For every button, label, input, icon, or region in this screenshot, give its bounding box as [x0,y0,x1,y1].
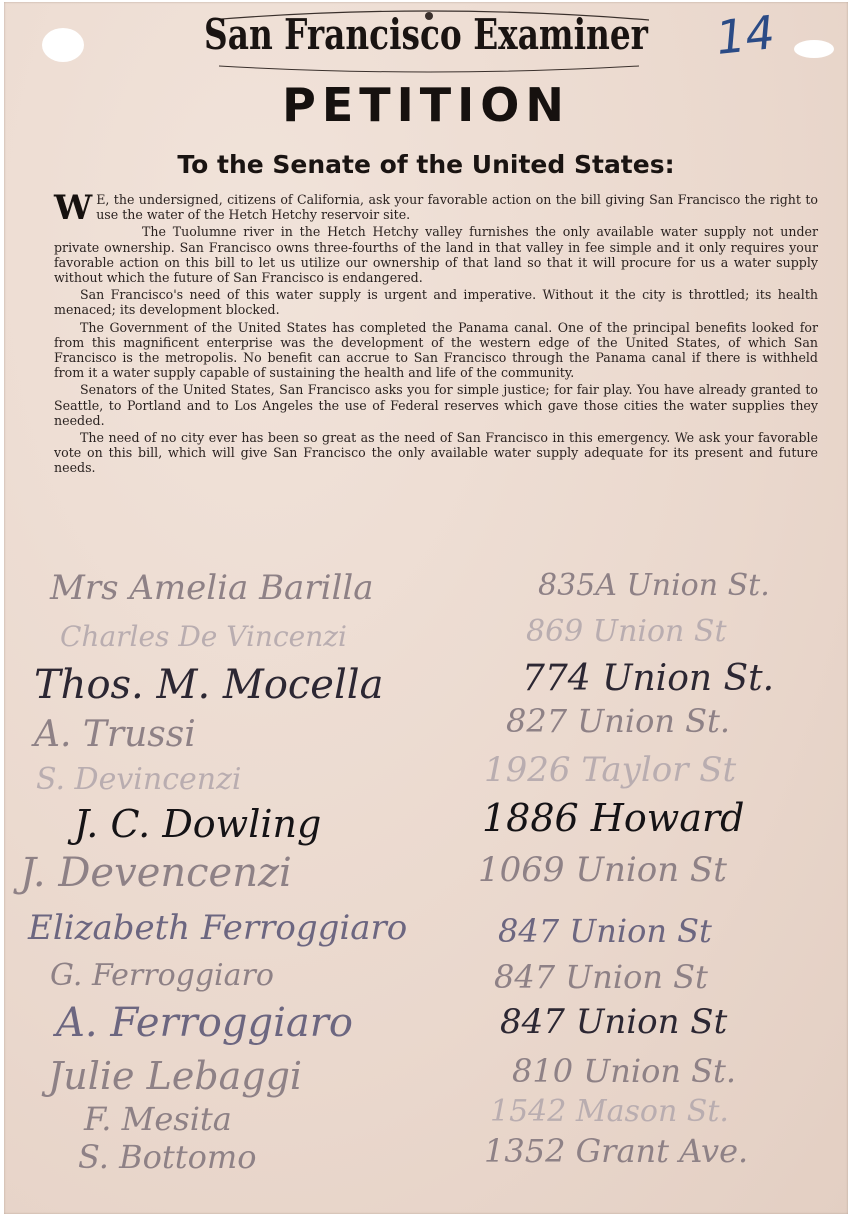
dropcap: W [54,188,93,228]
signature-address: 1069 Union St [478,850,727,890]
paragraph-4: The Government of the United States has completed the Panama canal. One of the principal benefits looked for from this magnificent enterprise was the development of the western edge of the United States, of which San Francisco is the metropolis. No benefit can accrue to San Francisco through the Panama canal if there is withheld from it a water supply capable of sustaining the health and life of the community. [54,319,818,381]
signature-address: 847 Union St [494,958,708,996]
addressee-heading: To the Senate of the United States: [177,150,675,179]
signature-address: 810 Union St. [512,1052,737,1090]
signature-name: Julie Lebaggi [48,1054,303,1098]
signature-address: 1926 Taylor St [484,750,737,790]
signature-name: Mrs Amelia Barilla [50,568,374,608]
masthead: San Francisco Examiner [204,10,648,59]
signature-name: Charles De Vincenzi [60,620,347,653]
signature-name: J. Devencenzi [20,850,292,896]
paragraph-2: The Tuolumne river in the Hetch Hetchy valley furnishes the only available water supply not under private ownership. San Francisco owns three-fourths of the land in that valley in fee simple and it only requires your favorable action on this bill to let us utilize our ownership of that land so that it will procure for us a water supply without which the future of San Francisco is endangered. [54,224,818,286]
paragraph-5: Senators of the United States, San Francisco asks you for simple justice; for fair play. You have already granted to Seattle, to Portland and to Los Angeles the use of Federal reserves which gave those cities the water supplies they needed. [54,382,818,428]
signature-name: A. Trussi [34,714,196,755]
paragraph-6: The need of no city ever has been so great as the need of San Francisco in this emergency. We ask your favorable vote on this bill, which will give San Francisco the only available water supply adequate for its present and future needs. [54,430,818,476]
paragraph-1: W E, the undersigned, citizens of California, ask your favorable action on the bill giving San Francisco the right to use the water of the Hetch Hetchy reservoir site. [54,188,818,228]
petition-sheet [4,2,848,1214]
signature-address: 869 Union St [526,614,727,649]
signature-address: 1542 Mason St. [490,1094,729,1129]
punch-hole-left [42,28,84,62]
petition-body [54,188,818,478]
signature-address: 1886 Howard [482,796,745,840]
signature-name: A. Ferroggiaro [56,1000,353,1046]
signature-name: S. Devincenzi [36,762,242,797]
signature-address: 827 Union St. [506,702,731,740]
punch-hole-right [794,40,834,58]
signature-address: 774 Union St. [522,658,775,699]
signature-address: 847 Union St [500,1002,728,1042]
signature-name: Thos. M. Mocella [34,662,384,708]
signature-address: 1352 Grant Ave. [484,1132,749,1170]
paragraph-3: San Francisco's need of this water supply is urgent and imperative. Without it the city is throttled; its health menaced; its development blocked. [54,287,818,318]
signature-name: G. Ferroggiaro [50,958,274,993]
signature-name: Elizabeth Ferroggiaro [28,908,408,948]
signature-address: 835A Union St. [538,568,770,603]
signature-name: S. Bottomo [78,1138,257,1176]
page-number: 14 [713,5,778,65]
page-title: PETITION [282,78,570,132]
signature-address: 847 Union St [498,912,712,950]
signature-name: J. C. Dowling [74,802,322,846]
signature-name: F. Mesita [84,1100,232,1138]
